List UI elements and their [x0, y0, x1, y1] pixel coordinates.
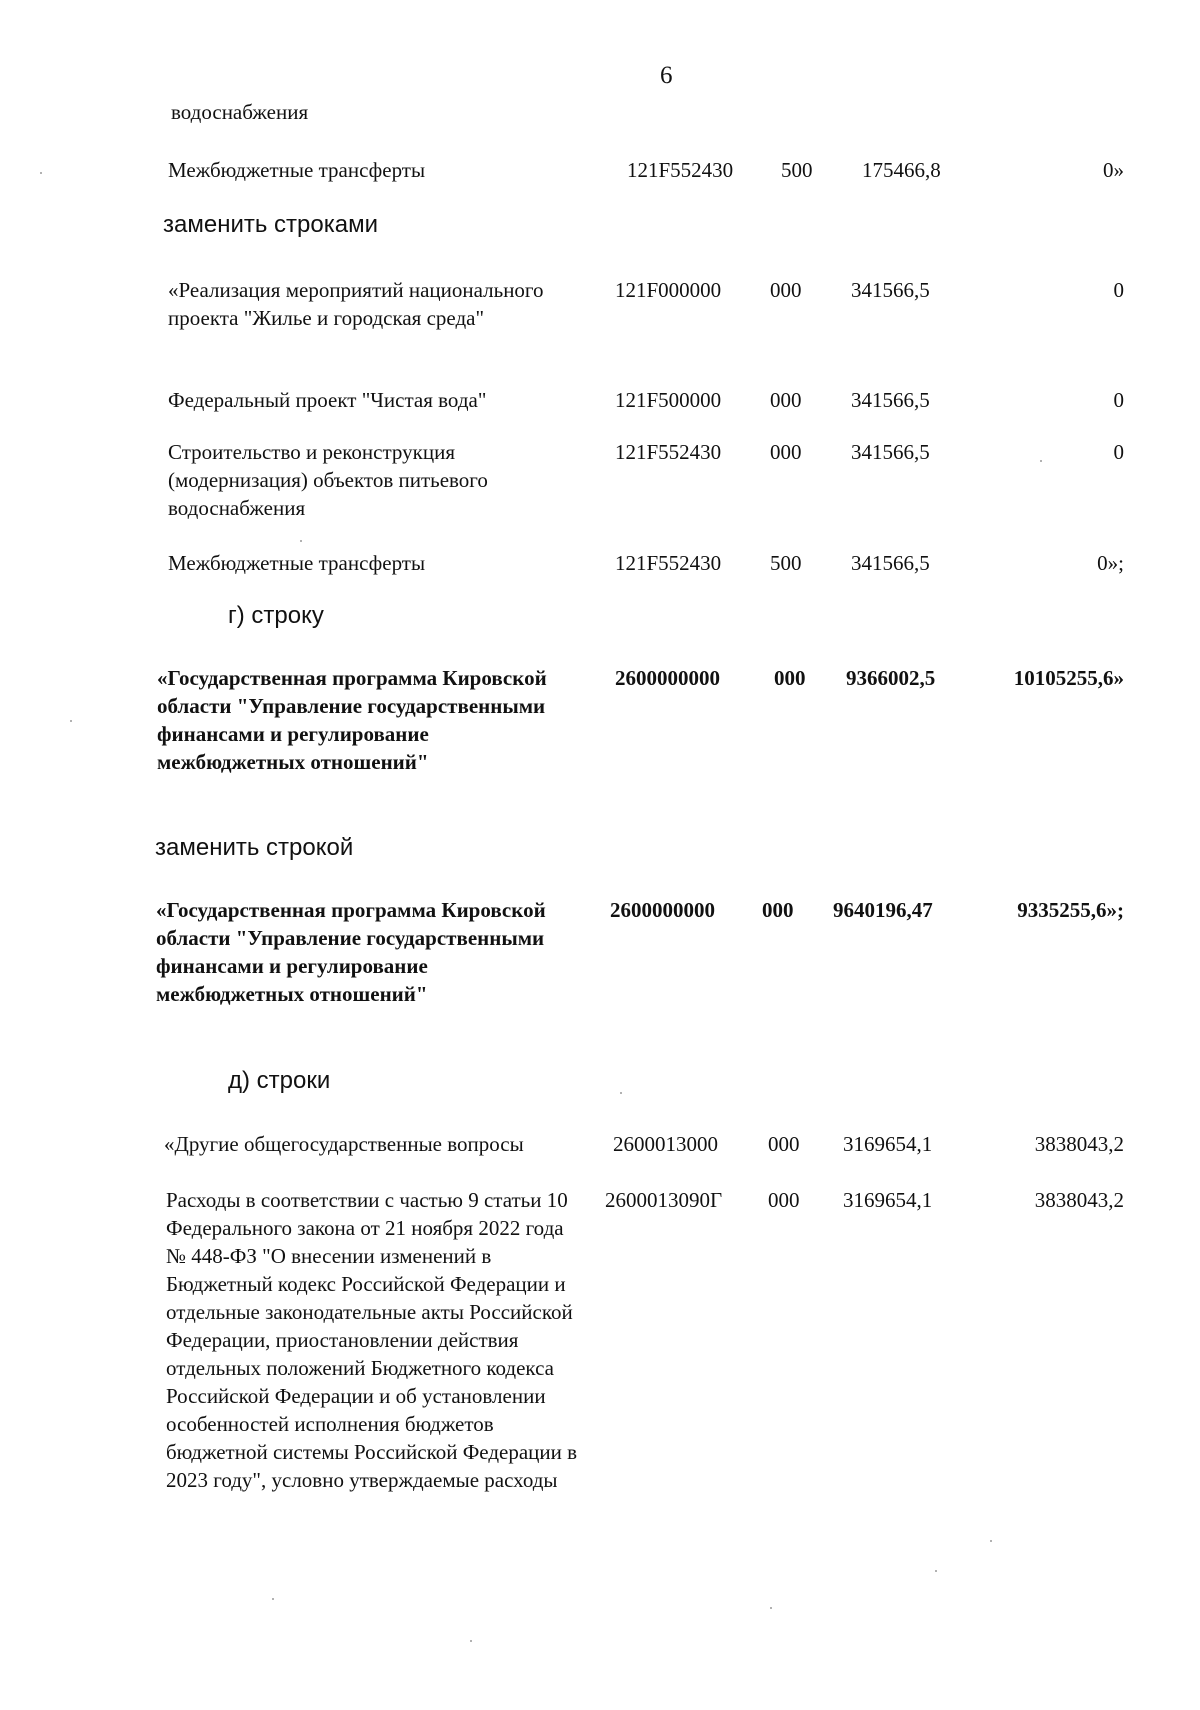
row-name: Межбюджетные трансферты [168, 158, 426, 182]
heading-replace-row: заменить строкой [155, 834, 354, 861]
row-sum-year1: 3169654,1 [843, 1188, 933, 1212]
row-sum-year1: 3169654,1 [843, 1132, 933, 1156]
scan-speck [470, 1640, 472, 1642]
row-code: 2600000000 [610, 898, 715, 922]
row-expense-type: 000 [768, 1188, 800, 1212]
row-expense-type: 000 [774, 666, 806, 690]
row-name: «Другие общегосударственные вопросы [164, 1132, 524, 1156]
scan-speck [770, 1607, 772, 1609]
heading-d: д) строки [228, 1067, 331, 1094]
row-sum-year1: 175466,8 [862, 158, 941, 182]
row-name: Межбюджетные трансферты [168, 551, 426, 575]
row-expense-type: 000 [770, 278, 802, 302]
scan-speck [1040, 460, 1042, 462]
scan-speck [620, 1092, 622, 1094]
row-code: 121F500000 [615, 388, 722, 412]
row-name: водоснабжения [171, 100, 309, 124]
row-sum-year1: 341566,5 [851, 278, 930, 302]
row-sum-year1: 341566,5 [851, 388, 930, 412]
row-expense-type: 500 [770, 551, 802, 575]
row-name: Строительство и реконструкция (модернизация) объектов питьевого водоснабжения [168, 440, 488, 520]
scan-speck [300, 540, 302, 542]
heading-replace-rows: заменить строками [163, 211, 378, 238]
row-sum-year2: 0 [1113, 388, 1124, 412]
row-expense-type: 000 [770, 388, 802, 412]
scan-speck [990, 1540, 992, 1542]
row-sum-year2: 0» [1103, 158, 1124, 182]
row-code: 121F552430 [615, 440, 722, 464]
row-name: «Реализация мероприятий национального проекта "Жилье и городская среда" [168, 278, 544, 330]
row-code: 2600013000 [613, 1132, 718, 1156]
row-name: «Государственная программа Кировской области "Управление государственными финансами и регулирование межбюджетных отношений" [157, 666, 547, 774]
row-code: 121F552430 [627, 158, 734, 182]
row-sum-year2: 0 [1113, 278, 1124, 302]
row-sum-year2: 3838043,2 [1034, 1188, 1124, 1212]
row-sum-year1: 341566,5 [851, 551, 930, 575]
row-expense-type: 000 [762, 898, 794, 922]
row-code: 121F552430 [615, 551, 722, 575]
row-sum-year2: 3838043,2 [1034, 1132, 1124, 1156]
scan-speck [272, 1598, 274, 1600]
row-sum-year2: 0»; [1097, 551, 1124, 575]
row-code: 2600000000 [615, 666, 720, 690]
row-expense-type: 500 [781, 158, 813, 182]
heading-g: г) строку [228, 602, 324, 629]
row-name: «Государственная программа Кировской области "Управление государственными финансами и регулирование межбюджетных отношений" [156, 898, 546, 1006]
row-sum-year2: 9335255,6»; [1017, 898, 1124, 922]
row-sum-year2: 0 [1113, 440, 1124, 464]
row-expense-type: 000 [770, 440, 802, 464]
row-name: Расходы в соответствии с частью 9 статьи 10 Федерального закона от 21 ноября 2022 года № 448-ФЗ "О внесении изменений в Бюджетный кодекс Российской Федерации и отдельные законодательные акты Российской Федерации, приостановлении действия отдельных положений Бюджетного кодекса Российской Федерации и об установлении особенностей исполнения бюджетов бюджетной системы Российской Федерации в 2023 году", условно утверждаемые расходы [166, 1188, 578, 1492]
scan-speck [70, 720, 72, 722]
row-sum-year1: 9366002,5 [846, 666, 936, 690]
scan-speck [935, 1570, 937, 1572]
row-sum-year1: 9640196,47 [833, 898, 933, 922]
row-name: Федеральный проект "Чистая вода" [168, 388, 487, 412]
row-expense-type: 000 [768, 1132, 800, 1156]
row-code: 2600013090Г [605, 1188, 723, 1212]
row-sum-year2: 10105255,6» [1013, 666, 1124, 690]
row-code: 121F000000 [615, 278, 722, 302]
row-sum-year1: 341566,5 [851, 440, 930, 464]
scan-speck [40, 172, 42, 174]
page-number: 6 [660, 62, 673, 89]
